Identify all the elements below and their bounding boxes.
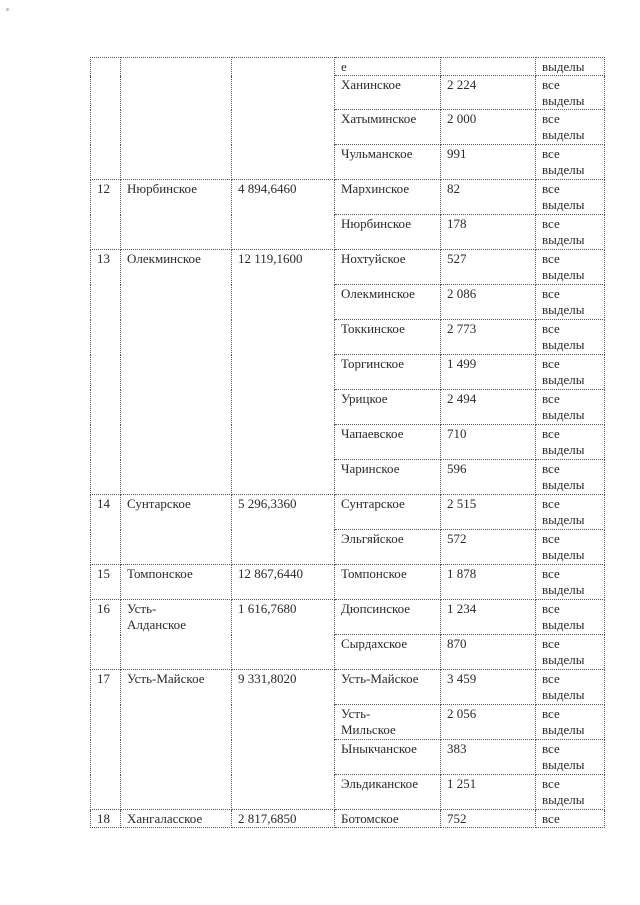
- forestry-cell-text: Ыныкчанское: [341, 741, 417, 756]
- forestry-cell: [335, 250, 441, 285]
- area-cell-text: 4 894,6460: [238, 181, 297, 196]
- count-cell-text: 383: [447, 741, 467, 756]
- count-cell-text: 752: [447, 811, 467, 826]
- forestry-cell: [335, 495, 441, 530]
- table-row: [91, 58, 605, 76]
- forestry-cell: [335, 285, 441, 320]
- forestry-cell: [335, 425, 441, 460]
- forestry-cell-text: Олекминское: [341, 286, 415, 301]
- district-cell-text: Усть- Алданское: [127, 601, 187, 632]
- row-number-cell-text: 14: [97, 496, 110, 511]
- count-cell-text: 2 224: [447, 77, 477, 92]
- forestry-cell-text: Чульманское: [341, 146, 413, 161]
- count-cell: [441, 285, 536, 320]
- count-cell: [441, 810, 536, 828]
- count-cell-text: 2 086: [447, 286, 477, 301]
- vydely-cell: [536, 775, 605, 810]
- forestry-cell-text: Эльгяйское: [341, 531, 404, 546]
- forestry-cell-text: Чаринское: [341, 461, 400, 476]
- row-number-cell: [91, 495, 121, 565]
- forestry-cell-text: Нохтуйское: [341, 251, 406, 266]
- forestry-cell: [335, 460, 441, 495]
- forestry-table: [90, 57, 605, 828]
- vydely-cell: [536, 58, 605, 76]
- row-number-cell: [91, 600, 121, 670]
- vydely-cell: [536, 215, 605, 250]
- count-cell-text: 710: [447, 426, 467, 441]
- forestry-cell-text: Дюпсинское: [341, 601, 411, 616]
- area-cell: [232, 180, 335, 250]
- forestry-cell-text: Ботомское: [341, 811, 399, 826]
- table-row: [91, 250, 605, 285]
- count-cell: [441, 250, 536, 285]
- forestry-cell: [335, 635, 441, 670]
- district-cell: [121, 58, 232, 180]
- area-cell: [232, 58, 335, 180]
- vydely-cell-text: все выделы: [542, 286, 585, 317]
- count-cell-text: 2 000: [447, 111, 477, 126]
- area-cell: [232, 670, 335, 810]
- vydely-cell: [536, 635, 605, 670]
- row-number-cell: [91, 565, 121, 600]
- forestry-cell-text: Ханинское: [341, 77, 401, 92]
- vydely-cell: [536, 110, 605, 145]
- count-cell-text: 2 515: [447, 496, 477, 511]
- row-number-cell-text: 18: [97, 811, 110, 826]
- row-number-cell-text: 16: [97, 601, 110, 616]
- area-cell: [232, 810, 335, 828]
- count-cell: [441, 670, 536, 705]
- scan-speck: [6, 8, 9, 11]
- count-cell: [441, 775, 536, 810]
- count-cell-text: 1 251: [447, 776, 477, 791]
- vydely-cell: [536, 390, 605, 425]
- vydely-cell: [536, 740, 605, 775]
- forestry-cell-text: Сырдахское: [341, 636, 408, 651]
- forestry-cell: [335, 390, 441, 425]
- forestry-cell: [335, 320, 441, 355]
- forestry-table-body: [91, 58, 605, 828]
- count-cell-text: 1 499: [447, 356, 477, 371]
- vydely-cell: [536, 320, 605, 355]
- forestry-cell: [335, 705, 441, 740]
- forestry-cell: [335, 76, 441, 110]
- forestry-cell-text: Мархинское: [341, 181, 410, 196]
- forestry-cell-text: Эльдиканское: [341, 776, 419, 791]
- district-cell-text: Томпонское: [127, 566, 193, 581]
- district-cell-text: Нюрбинское: [127, 181, 197, 196]
- vydely-cell-text: все выделы: [542, 391, 585, 422]
- vydely-cell-text: все выделы: [542, 111, 585, 142]
- forestry-cell: [335, 110, 441, 145]
- count-cell: [441, 110, 536, 145]
- row-number-cell: [91, 250, 121, 495]
- vydely-cell-text: все выделы: [542, 181, 585, 212]
- count-cell-text: 82: [447, 181, 460, 196]
- forestry-cell-text: Томпонское: [341, 566, 407, 581]
- row-number-cell-text: 13: [97, 251, 110, 266]
- vydely-cell: [536, 460, 605, 495]
- forestry-cell-text: Торгинское: [341, 356, 405, 371]
- count-cell-text: 870: [447, 636, 467, 651]
- count-cell-text: 572: [447, 531, 467, 546]
- count-cell-text: 991: [447, 146, 467, 161]
- row-number-cell: [91, 810, 121, 828]
- vydely-cell: [536, 810, 605, 828]
- vydely-cell-text: все выделы: [542, 636, 585, 667]
- row-number-cell-text: 17: [97, 671, 110, 686]
- vydely-cell: [536, 530, 605, 565]
- vydely-cell-text: все выделы: [542, 496, 585, 527]
- count-cell-text: 2 494: [447, 391, 477, 406]
- forestry-cell: [335, 775, 441, 810]
- vydely-cell: [536, 355, 605, 390]
- district-cell: [121, 600, 232, 670]
- count-cell: [441, 705, 536, 740]
- vydely-cell: [536, 285, 605, 320]
- vydely-cell: [536, 180, 605, 215]
- count-cell: [441, 425, 536, 460]
- count-cell: [441, 390, 536, 425]
- vydely-cell-text: все выделы: [542, 251, 585, 282]
- area-cell: [232, 250, 335, 495]
- table-row: [91, 495, 605, 530]
- forestry-cell-text: Нюрбинское: [341, 216, 411, 231]
- row-number-cell: [91, 58, 121, 180]
- count-cell-text: 596: [447, 461, 467, 476]
- district-cell: [121, 565, 232, 600]
- count-cell: [441, 58, 536, 76]
- vydely-cell-text: все выделы: [542, 77, 585, 108]
- area-cell-text: 12 119,1600: [238, 251, 303, 266]
- vydely-cell-text: все выделы: [542, 461, 585, 492]
- forestry-cell-text: Урицкое: [341, 391, 388, 406]
- count-cell: [441, 460, 536, 495]
- count-cell: [441, 635, 536, 670]
- area-cell-text: 9 331,8020: [238, 671, 297, 686]
- vydely-cell-text: все выделы: [542, 531, 585, 562]
- vydely-cell-text: все выделы: [542, 216, 585, 247]
- vydely-cell: [536, 565, 605, 600]
- count-cell-text: 2 056: [447, 706, 477, 721]
- forestry-cell-text: Сунтарское: [341, 496, 405, 511]
- table-row: [91, 810, 605, 828]
- district-cell-text: Усть-Майское: [127, 671, 205, 686]
- table-row: [91, 600, 605, 635]
- vydely-cell-text: все выделы: [542, 426, 585, 457]
- vydely-cell: [536, 145, 605, 180]
- count-cell-text: 1 878: [447, 566, 477, 581]
- count-cell: [441, 740, 536, 775]
- area-cell-text: 12 867,6440: [238, 566, 303, 581]
- area-cell: [232, 565, 335, 600]
- area-cell-text: 5 296,3360: [238, 496, 297, 511]
- count-cell: [441, 145, 536, 180]
- forestry-cell-text: Чапаевское: [341, 426, 404, 441]
- forestry-cell: [335, 530, 441, 565]
- district-cell-text: Олекминское: [127, 251, 201, 266]
- vydely-cell-text: все выделы: [542, 146, 585, 177]
- row-number-cell: [91, 180, 121, 250]
- count-cell-text: 2 773: [447, 321, 477, 336]
- table-row: [91, 565, 605, 600]
- forestry-cell-text: Усть-Майское: [341, 671, 419, 686]
- vydely-cell-text: все выделы: [542, 321, 585, 352]
- count-cell: [441, 530, 536, 565]
- vydely-cell-text: все выделы: [542, 356, 585, 387]
- vydely-cell: [536, 600, 605, 635]
- vydely-cell: [536, 495, 605, 530]
- district-cell: [121, 180, 232, 250]
- row-number-cell: [91, 670, 121, 810]
- vydely-cell: [536, 76, 605, 110]
- district-cell: [121, 810, 232, 828]
- forestry-cell: [335, 740, 441, 775]
- count-cell: [441, 600, 536, 635]
- vydely-cell-text: выделы: [542, 59, 585, 74]
- forestry-cell: [335, 810, 441, 828]
- row-number-cell-text: 12: [97, 181, 110, 196]
- area-cell: [232, 495, 335, 565]
- vydely-cell-text: все выделы: [542, 566, 585, 597]
- count-cell-text: 178: [447, 216, 467, 231]
- count-cell: [441, 320, 536, 355]
- forestry-cell-text: е: [341, 59, 347, 74]
- forestry-cell-text: Усть- Мильское: [341, 706, 396, 737]
- count-cell-text: 1 234: [447, 601, 477, 616]
- count-cell: [441, 215, 536, 250]
- forestry-cell: [335, 180, 441, 215]
- vydely-cell-text: все выделы: [542, 741, 585, 772]
- vydely-cell: [536, 705, 605, 740]
- forestry-cell: [335, 600, 441, 635]
- count-cell-text: 3 459: [447, 671, 477, 686]
- vydely-cell: [536, 425, 605, 460]
- count-cell: [441, 565, 536, 600]
- district-cell: [121, 495, 232, 565]
- vydely-cell: [536, 250, 605, 285]
- vydely-cell-text: все выделы: [542, 776, 585, 807]
- area-cell: [232, 600, 335, 670]
- forestry-cell: [335, 145, 441, 180]
- vydely-cell-text: все выделы: [542, 601, 585, 632]
- district-cell-text: Хангаласское: [127, 811, 203, 826]
- count-cell: [441, 180, 536, 215]
- vydely-cell-text: все выделы: [542, 671, 585, 702]
- vydely-cell-text: все выделы: [542, 706, 585, 737]
- forestry-cell: [335, 670, 441, 705]
- count-cell-text: 527: [447, 251, 467, 266]
- district-cell: [121, 250, 232, 495]
- row-number-cell-text: 15: [97, 566, 110, 581]
- count-cell: [441, 76, 536, 110]
- vydely-cell-text: все: [542, 811, 560, 826]
- forestry-cell-text: Токкинское: [341, 321, 405, 336]
- table-row: [91, 670, 605, 705]
- table-row: [91, 180, 605, 215]
- district-cell: [121, 670, 232, 810]
- area-cell-text: 1 616,7680: [238, 601, 297, 616]
- forestry-cell: [335, 565, 441, 600]
- forestry-cell: [335, 215, 441, 250]
- forestry-cell: [335, 355, 441, 390]
- district-cell-text: Сунтарское: [127, 496, 191, 511]
- count-cell: [441, 495, 536, 530]
- area-cell-text: 2 817,6850: [238, 811, 297, 826]
- forestry-cell: [335, 58, 441, 76]
- count-cell: [441, 355, 536, 390]
- forestry-cell-text: Хатыминское: [341, 111, 417, 126]
- vydely-cell: [536, 670, 605, 705]
